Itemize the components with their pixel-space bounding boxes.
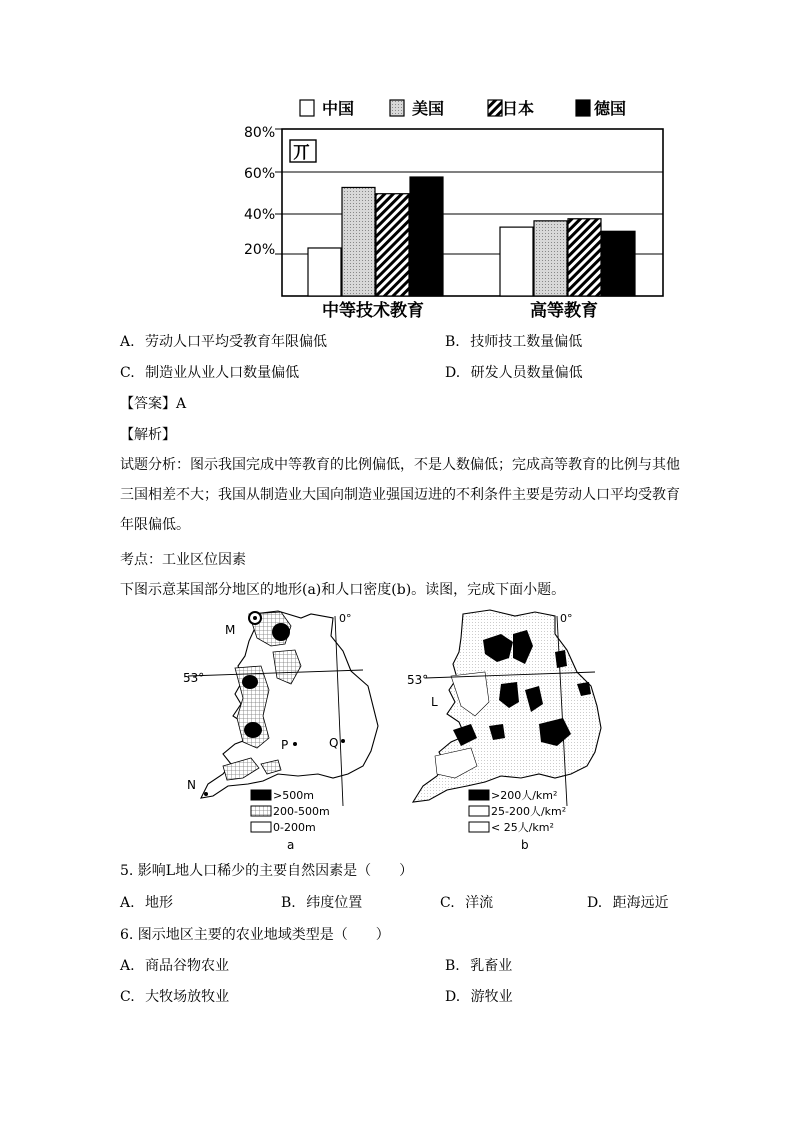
- map-b-population: [405, 606, 605, 856]
- q6-option-a-label: A.: [120, 958, 135, 974]
- map-b-legend-3: < 25人/km²: [491, 821, 554, 834]
- q6-option-d-label: D.: [445, 989, 461, 1005]
- bar-0-3: [410, 177, 443, 296]
- bar-chart: [230, 92, 680, 322]
- ytick-20: 20%: [244, 242, 276, 258]
- option-d-text: 研发人员数量偏低: [470, 365, 583, 381]
- q6-option-b-text: 乳畜业: [470, 958, 513, 974]
- map-a-parallel: 53°: [183, 671, 205, 685]
- map-a-point-q: Q: [329, 736, 339, 750]
- category-label-higher-edu: 高等教育: [530, 301, 598, 321]
- bar-0-1: [342, 187, 375, 296]
- bar-1-1: [534, 221, 567, 296]
- q6-option-b[interactable]: [445, 956, 512, 976]
- map-b-meridian: 0°: [560, 612, 573, 625]
- legend-swatch-germany: [576, 100, 590, 116]
- map-a-legend-3: 0-200m: [273, 821, 316, 834]
- q5-stem: 5. 影响L地人口稀少的主要自然因素是（ ）: [120, 863, 414, 879]
- map-b-legend-2: 25-200人/km²: [491, 805, 567, 818]
- option-a-text: 劳动人口平均受教育年限偏低: [145, 334, 328, 350]
- map-a-legend-1: >500m: [273, 789, 314, 802]
- option-d-label: D.: [445, 365, 461, 381]
- q5-option-d-text: 距海远近: [612, 895, 669, 911]
- chart-legend: [300, 99, 626, 118]
- q5-option-c-label: C.: [440, 895, 455, 911]
- bar-0-0: [308, 248, 341, 296]
- option-d[interactable]: [445, 363, 583, 383]
- map-a-terrain: [183, 606, 383, 856]
- option-b-label: B.: [445, 334, 460, 350]
- bar-1-2: [568, 219, 601, 296]
- q5-option-a-text: 地形: [145, 895, 174, 911]
- q6-option-d-text: 游牧业: [470, 989, 513, 1005]
- analysis-heading: 【解析】: [120, 427, 176, 443]
- option-b[interactable]: [445, 332, 582, 352]
- ytick-40: 40%: [244, 207, 276, 223]
- ytick-80: 80%: [244, 125, 276, 141]
- bar-1-0: [500, 227, 533, 296]
- q6-stem: 6. 图示地区主要的农业地域类型是（ ）: [120, 927, 390, 943]
- map-a-caption: a: [287, 838, 295, 852]
- q5-option-d-label: D.: [587, 895, 603, 911]
- q6-option-a-text: 商品谷物农业: [145, 958, 230, 974]
- chart-label-box-text: 丌: [293, 143, 310, 163]
- q5-option-a-label: A.: [120, 895, 135, 911]
- map-b-point-l: L: [431, 695, 438, 709]
- map-a-point-p: P: [281, 738, 289, 752]
- q5-option-c[interactable]: [440, 893, 493, 913]
- bar-1-3: [602, 231, 635, 296]
- option-b-text: 技师技工数量偏低: [470, 334, 583, 350]
- legend-label-china: 中国: [322, 99, 355, 118]
- q6-option-c-text: 大牧场放牧业: [145, 989, 230, 1005]
- q6-option-c-label: C.: [120, 989, 135, 1005]
- legend-swatch-usa: [390, 100, 404, 116]
- q5-option-b-label: B.: [281, 895, 296, 911]
- q5-option-c-text: 洋流: [465, 895, 494, 911]
- legend-swatch-china: [300, 100, 314, 116]
- q6-option-c[interactable]: [120, 987, 229, 1007]
- map-a-meridian: 0°: [339, 612, 352, 625]
- map-a-dot-q: [341, 739, 345, 743]
- legend-swatch-japan: [488, 100, 502, 116]
- q6-option-b-label: B.: [445, 958, 460, 974]
- option-c[interactable]: [120, 363, 299, 383]
- ytick-60: 60%: [244, 166, 276, 182]
- option-c-text: 制造业从业人口数量偏低: [145, 365, 300, 381]
- bar-0-2: [376, 194, 409, 296]
- legend-label-japan: 日本: [502, 99, 535, 118]
- map-a-point-n: N: [187, 778, 196, 792]
- q5-option-a[interactable]: [120, 893, 173, 913]
- map-a-dot-n: [204, 792, 208, 796]
- map-b-parallel: 53°: [407, 673, 429, 687]
- map-a-legend-2: 200-500m: [273, 805, 330, 818]
- q6-option-a[interactable]: [120, 956, 229, 976]
- q5-option-b[interactable]: [281, 893, 362, 913]
- legend-label-usa: 美国: [412, 99, 445, 118]
- legend-label-germany: 德国: [594, 99, 627, 118]
- option-a-label: A.: [120, 334, 135, 350]
- option-c-label: C.: [120, 365, 135, 381]
- q6-option-d[interactable]: [445, 987, 513, 1007]
- map-b-legend-1: >200人/km²: [491, 789, 558, 802]
- answer-line: 【答案】A: [120, 396, 187, 412]
- map-a-point-m: M: [225, 623, 236, 637]
- map-b-caption: b: [521, 838, 529, 852]
- q5-option-d[interactable]: [587, 893, 669, 913]
- q5-option-b-text: 纬度位置: [306, 895, 363, 911]
- category-label-secondary-tech: 中等技术教育: [322, 301, 424, 321]
- intro-line: 下图示意某国部分地区的地形(a)和人口密度(b)。读图，完成下面小题。: [120, 582, 566, 598]
- kaodian-line: 考点：工业区位因素: [120, 552, 246, 568]
- map-a-dot-p: [293, 742, 297, 746]
- option-a[interactable]: [120, 332, 327, 352]
- analysis-text: 试题分析：图示我国完成中等教育的比例偏低，不是人数偏低；完成高等教育的比例与其他三国相差不大；我国从制造业大国向制造业强国迈进的不利条件主要是劳动人口平均受教育年限偏低。: [120, 457, 680, 533]
